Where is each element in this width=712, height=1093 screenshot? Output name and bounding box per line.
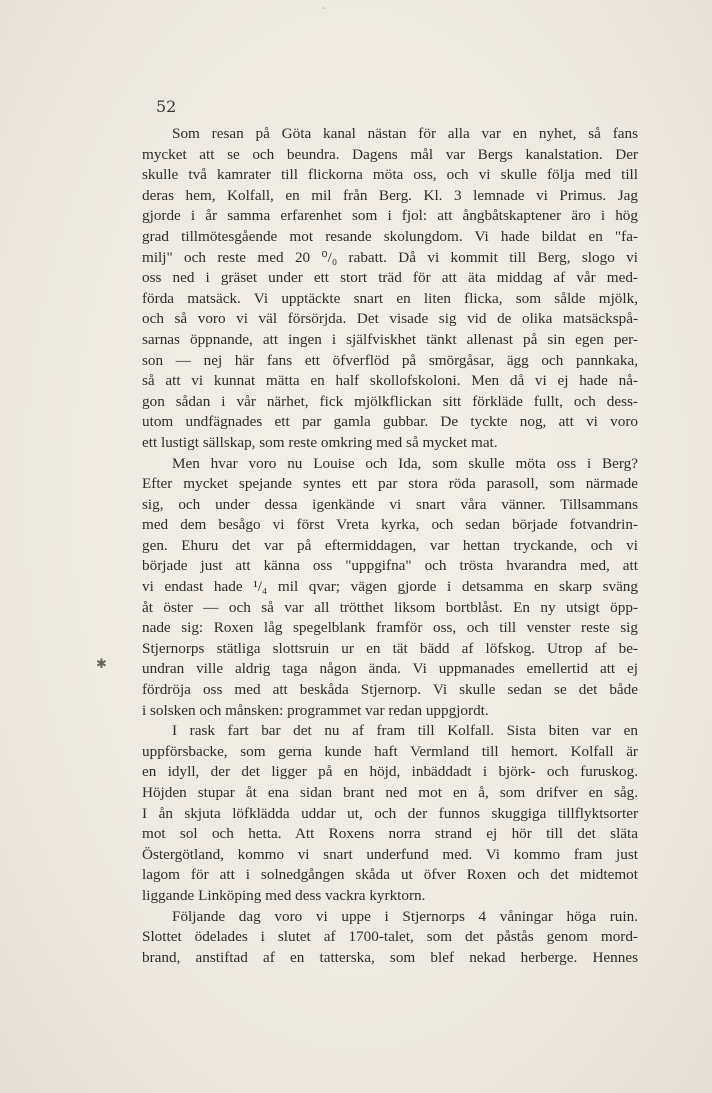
text-line: undran ville aldrig taga någon ända. Vi uppmanades emellertid att ej [142,660,638,678]
text-line: sig, och under dessa igenkände vi snart våra vänner. Tillsammans [142,495,638,513]
text-line: med dem besågo vi först Vreta kyrka, och sedan började fotvandrin- [142,516,638,534]
text-line: deras hem, Kolfall, en mil från Berg. Kl. 3 lemnade vi Primus. Jag [142,186,638,204]
text-line: skulle två kamrater till flickorna möta oss, och vi skulle följa med till [142,166,638,184]
text-line: Höjden stupar åt ena sidan brant ned mot en å, som drifver en såg. [142,784,638,801]
text-line: gon sådan i vår närhet, fick mjölkflickan sitt förkläde fullt, och dess- [142,392,638,410]
text-line: mycket att se och beundra. Dagens mål var Bergs kanalstation. Der [142,145,638,163]
text-line: fördröja oss med att beskåda Stjernorp. Vi skulle sedan se det både [142,681,638,699]
text-line: oss ned i gräset under ett stort träd för att äta middag af vår med- [142,269,638,287]
text-line: I rask fart bar det nu af fram till Kolfall. Sista biten var en [172,722,638,740]
text-line: Men hvar voro nu Louise och Ida, som skulle möta oss i Berg? [172,454,638,472]
text-line: Stjernorps stätliga slottsruin ur en tät bädd af löfskog. Utrop af be- [142,639,638,657]
text-line: Slottet ödelades i slutet af 1700-talet, som det påstås genom mord- [142,928,638,946]
text-line: utom undfägnades ett par gamla gubbar. De tyckte nog, att vi voro [142,413,638,431]
text-line: en idyll, der det ligger på en höjd, inbäddadt i björk- och furuskog. [142,763,638,781]
page-number: 52 [156,97,177,116]
text-line: lagom för att i solnedgången skåda ut öfver Roxen och det midtemot [142,866,638,884]
text-line: Efter mycket spejande syntes ett par stora röda parasoll, som närmade [142,475,638,493]
text-line: sarnas öppnande, att ingen i själfviskhet tänkt allenast på sin egen per- [142,330,638,348]
text-line: brand, anstiftad af en tatterska, som blef nekad herberge. Hennes [142,948,638,966]
text-line: mot sol och hetta. Att Roxens norra strand ej hör till det släta [142,825,638,843]
text-line: så att vi kunnat mätta en half skollofskoloni. Men då vi ej hade nå- [142,372,638,390]
text-line: gen. Ehuru det var på eftermiddagen, var hettan tryckande, och vi [142,536,638,554]
text-line: Följande dag voro vi uppe i Stjernorps 4 våningar höga ruin. [172,907,638,925]
text-line: ett lustigt sällskap, som reste omkring med så mycket mat. [142,433,498,451]
text-line: liggande Linköping med dess vackra kyrktorn. [142,886,426,904]
text-line: son — nej här fans ett öfverflöd på smörgåsar, ägg och pannkaka, [142,351,638,369]
text-line: gjorde i år samma erfarenhet som i fjol: att ångbåtskaptener äro i hög [142,207,638,225]
text-line: Östergötland, kommo vi snart underfund med. Vi kommo fram just [142,845,638,863]
body-text [142,124,638,968]
top-speck: ˴ [322,3,325,13]
text-line: åt öster — och så var all trötthet liksom bortblåst. En ny utsigt öpp- [142,598,638,616]
text-line: uppförsbacke, som gerna kunde haft Vermland till hemort. Kolfall är [142,742,638,760]
text-line: började just att känna oss "uppgifna" och trösta hvarandra med, att [142,557,638,575]
text-line: i solsken och månsken: programmet var redan uppgjordt. [142,701,489,719]
text-line: Som resan på Göta kanal nästan för alla var en nyhet, så fans [172,125,638,142]
text-line: grad tillmötesgående mot resande skolungdom. Vi hade bildat en "fa- [142,227,638,245]
text-line: förda matsäck. Vi upptäckte snart en liten flicka, som sålde mjölk, [142,289,638,307]
text-line: milj" och reste med 20 ⁰/₀ rabatt. Då vi kommit till Berg, slogo vi [142,248,638,266]
text-line: nade sig: Roxen låg spegelblank framför oss, och till venster reste sig [142,619,638,637]
text-line: vi endast hade ¹/₄ mil qvar; vägen gjorde i detsamma en skarp sväng [142,578,638,596]
margin-mark-icon: ✱ [96,657,107,672]
text-line: I ån skjuta löfklädda uddar ut, och der funnos skuggiga tillflyktsorter [142,804,638,822]
text-line: och så voro vi väl försörjda. Det visade sig vid de olika matsäckspå- [142,310,638,328]
